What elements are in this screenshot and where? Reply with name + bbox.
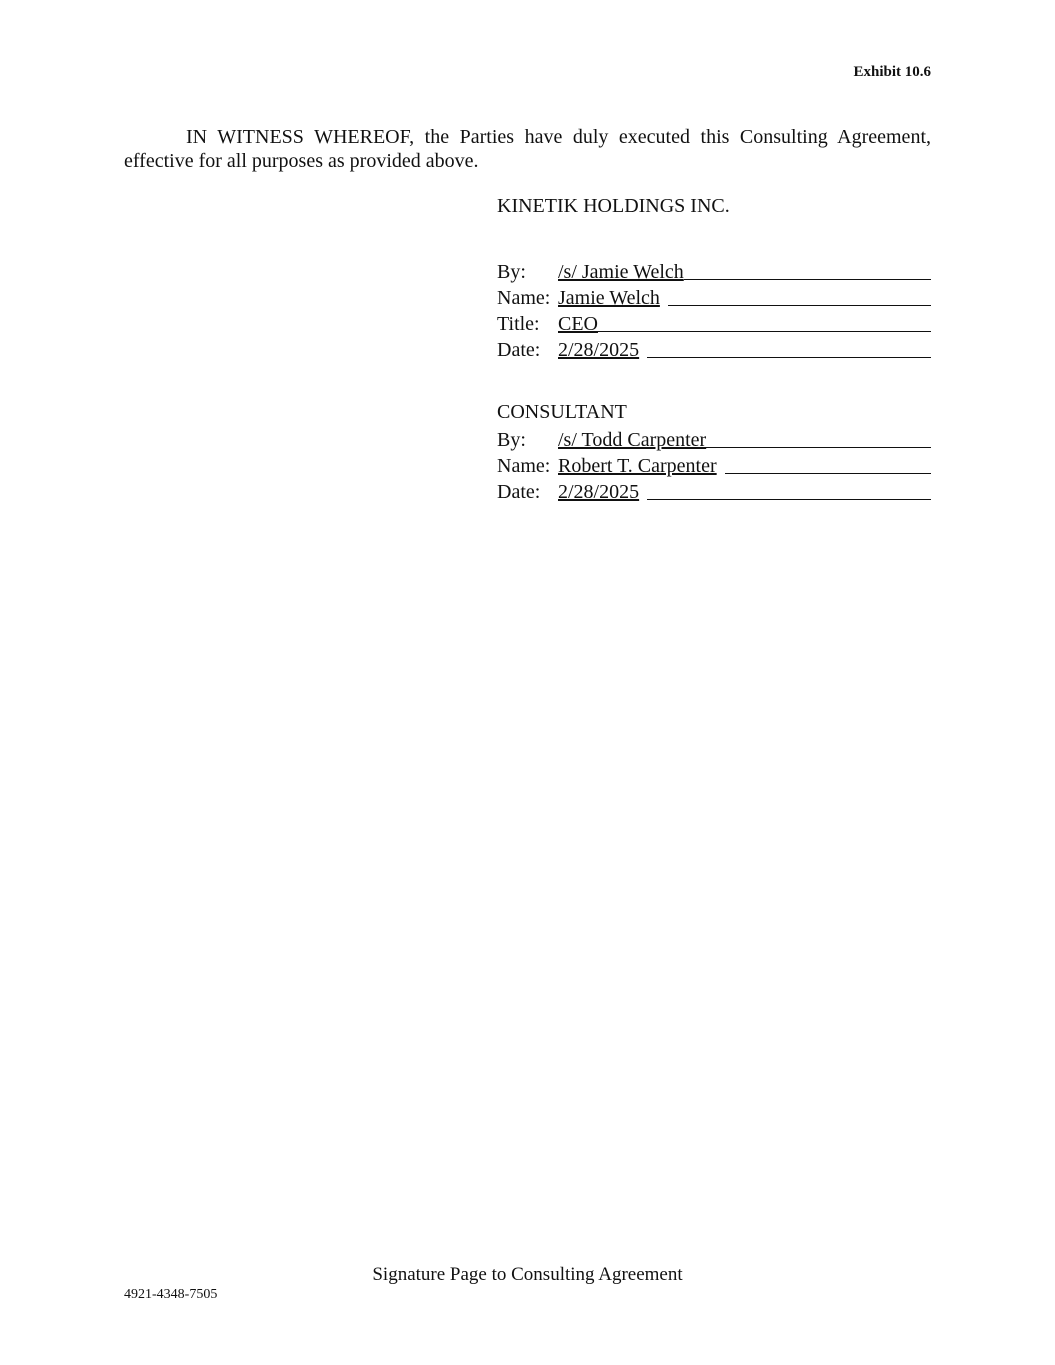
company-by-value: /s/ Jamie Welch [558,261,684,283]
company-title-label: Title: [497,313,540,335]
company-date-value: 2/28/2025 [558,339,640,361]
consultant-name-label: Name: [497,455,551,477]
company-name-signature-line [668,305,931,306]
consultant-date-value: 2/28/2025 [558,481,640,503]
footer-page-title: Signature Page to Consulting Agreement [372,1264,683,1285]
company-by-signature-line [684,279,931,280]
consultant-party-name: CONSULTANT [497,401,627,423]
consultant-by-label: By: [497,429,526,451]
company-date-signature-line [647,357,931,358]
consultant-signature-row-name [497,452,931,478]
company-by-label: By: [497,261,526,283]
consultant-by-value: /s/ Todd Carpenter [558,429,707,451]
consultant-signature-row-by [497,426,931,452]
company-title-signature-line [598,331,931,332]
consultant-name-signature-line [725,473,931,474]
company-name-label: Name: [497,287,551,309]
consultant-date-label: Date: [497,481,541,503]
consultant-name-value: Robert T. Carpenter [558,455,717,477]
witness-paragraph: IN WITNESS WHEREOF, the Parties have duly executed this Consulting Agreement, effective for all purposes as provided above. [124,126,931,172]
consultant-date-signature-line [647,499,931,500]
company-party-name: KINETIK HOLDINGS INC. [497,195,730,217]
consultant-by-signature-line [706,447,931,448]
company-signature-row-by [497,258,931,284]
consultant-signature-row-date [497,478,931,504]
exhibit-label: Exhibit 10.6 [853,64,931,80]
company-title-value: CEO [558,313,598,335]
company-name-value: Jamie Welch [558,287,660,309]
company-signature-row-title [497,310,931,336]
company-signature-row-name [497,284,931,310]
company-signature-row-date [497,336,931,362]
company-date-label: Date: [497,339,541,361]
document-id: 4921-4348-7505 [124,1287,218,1302]
